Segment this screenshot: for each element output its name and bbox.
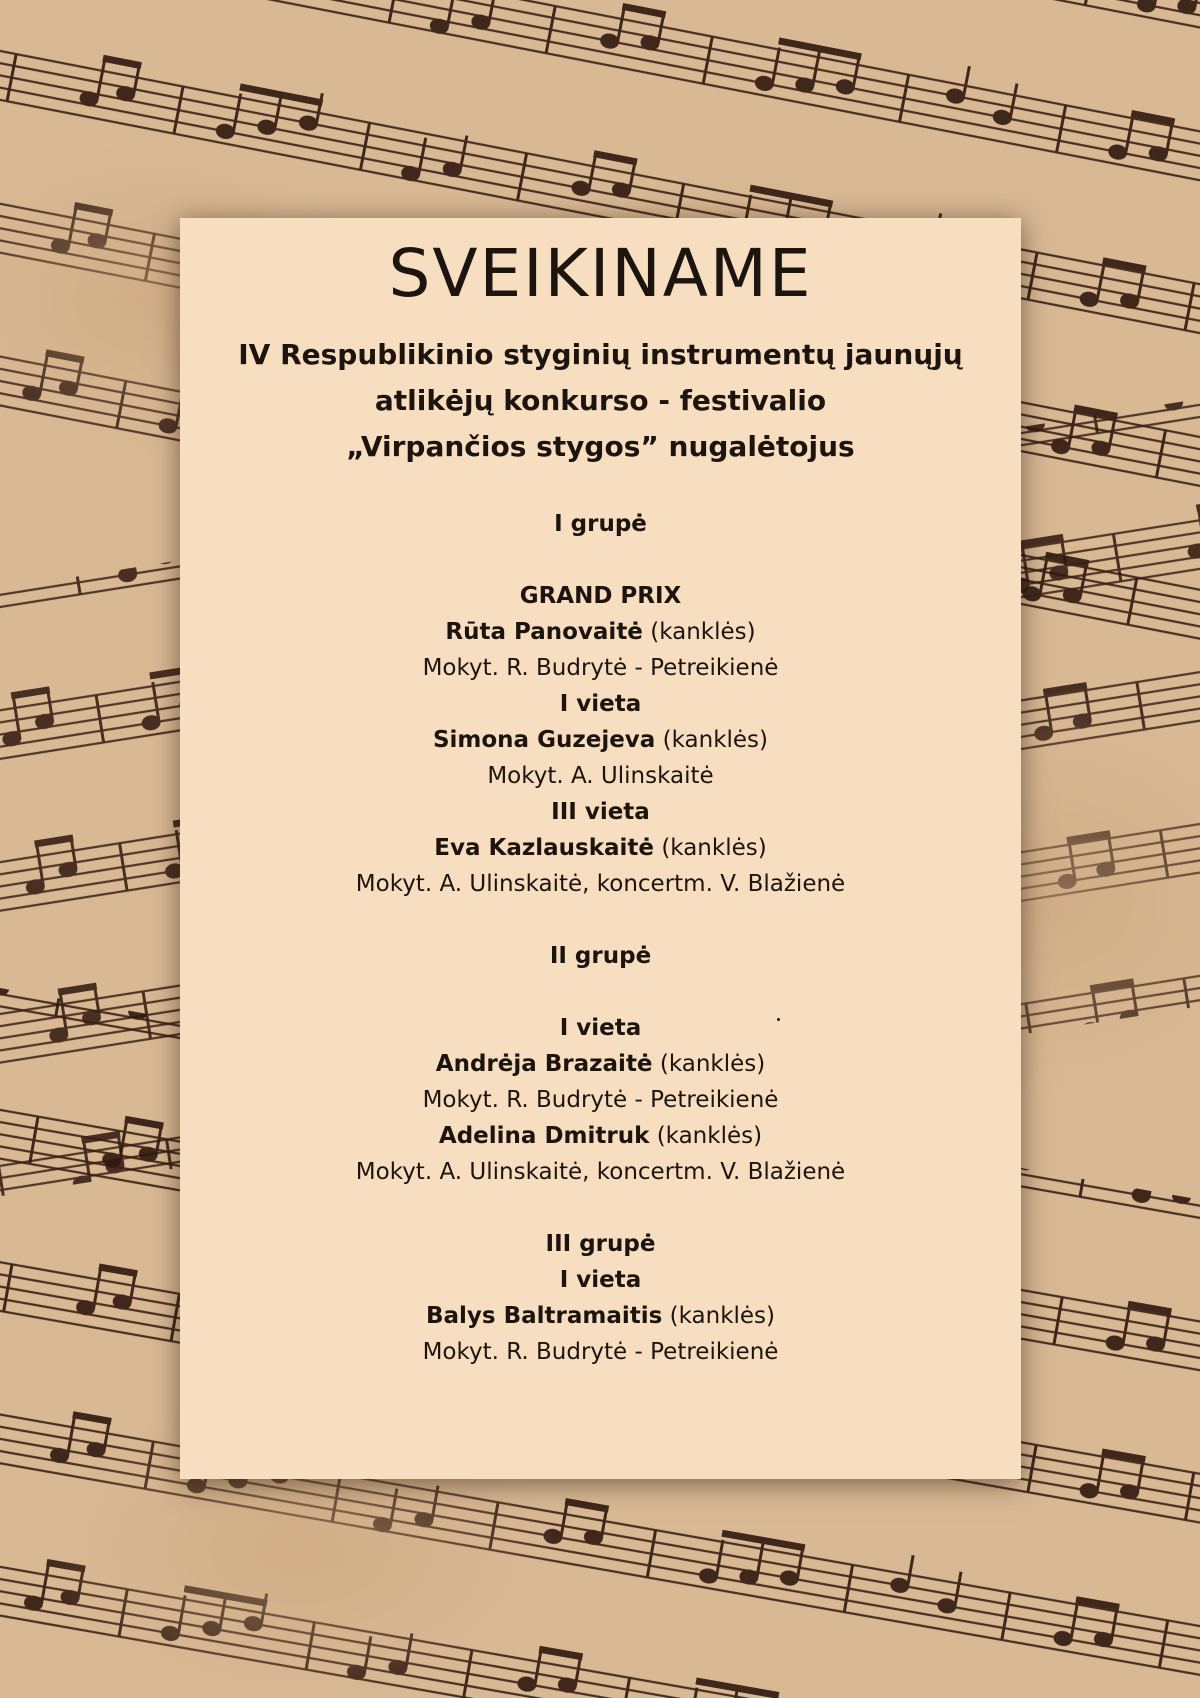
subtitle-line-1: IV Respublikinio styginių instrumentų jaunųjų <box>238 338 963 371</box>
winner-name: Andrėja Brazaitė <box>435 1051 653 1077</box>
winner-instrument: (kanklės) <box>649 1123 763 1149</box>
winners-list <box>180 506 1021 1370</box>
award-title: I vieta <box>559 1267 642 1293</box>
teacher-line: Mokyt. R. Budrytė - Petreikienė <box>422 655 779 681</box>
winner-instrument: (kanklės) <box>654 835 767 861</box>
congratulations-card <box>180 218 1021 1479</box>
teacher-line: Mokyt. A. Ulinskaitė, koncertm. V. Blažienė <box>355 1159 846 1185</box>
winner-instrument: (kanklės) <box>652 1051 766 1077</box>
group-heading: II grupė <box>549 943 652 969</box>
winner-line <box>180 722 1021 758</box>
stray-dot <box>777 1018 780 1021</box>
award-title: I vieta <box>559 1015 642 1041</box>
teacher-line: Mokyt. R. Budrytė - Petreikienė <box>422 1339 779 1365</box>
group-heading: III grupė <box>545 1231 656 1257</box>
poster-title: SVEIKINAME <box>388 235 813 312</box>
teacher-line: Mokyt. R. Budrytė - Petreikienė <box>422 1087 779 1113</box>
award-title: III vieta <box>551 799 650 825</box>
subtitle-line-3: „Virpančios stygos” nugalėtojus <box>346 430 855 463</box>
award-title: GRAND PRIX <box>519 583 682 609</box>
winner-name: Adelina Dmitruk <box>438 1123 650 1149</box>
subtitle-line-2: atlikėjų konkurso - festivalio <box>374 384 827 417</box>
winner-instrument: (kanklės) <box>655 727 769 753</box>
winner-line <box>180 1298 1021 1334</box>
group-heading: I grupė <box>554 511 647 537</box>
winner-line <box>180 614 1021 650</box>
winner-name: Balys Baltramaitis <box>425 1303 663 1329</box>
winner-instrument: (kanklės) <box>642 619 756 645</box>
winner-name: Rūta Panovaitė <box>445 619 643 645</box>
winner-instrument: (kanklės) <box>662 1303 776 1329</box>
winner-name: Simona Guzejeva <box>432 727 656 753</box>
winner-line <box>180 1046 1021 1082</box>
winner-line <box>180 1118 1021 1154</box>
poster-subtitle <box>180 332 1021 470</box>
teacher-line: Mokyt. A. Ulinskaitė <box>487 763 714 789</box>
award-title: I vieta <box>559 691 642 717</box>
winner-name: Eva Kazlauskaitė <box>434 835 655 861</box>
winner-line <box>180 830 1021 866</box>
teacher-line: Mokyt. A. Ulinskaitė, koncertm. V. Blažienė <box>355 871 846 897</box>
